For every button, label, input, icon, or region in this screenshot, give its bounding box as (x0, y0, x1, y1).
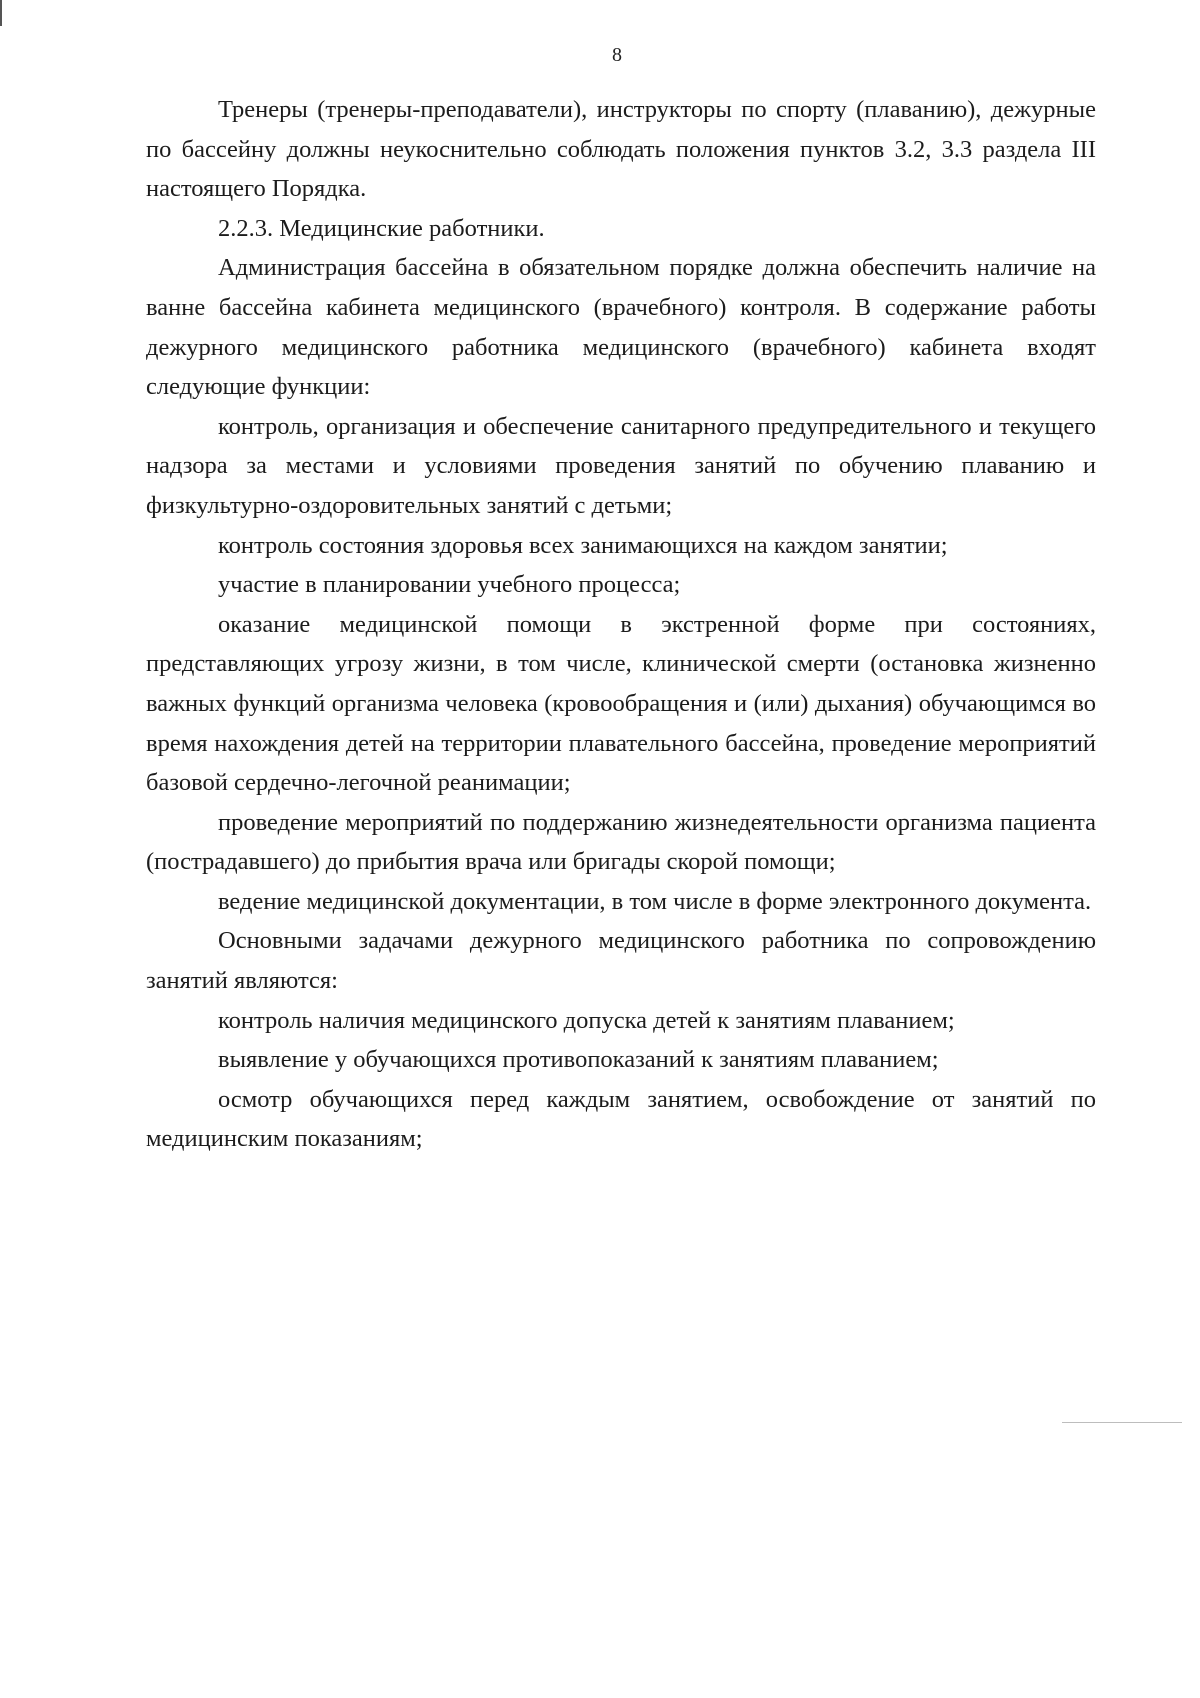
list-item-contraindications: выявление у обучающихся противопоказаний к занятиям плаванием; (218, 1046, 939, 1074)
list-item-life-support: проведение мероприятий по поддержанию жизнедеятельности организма пациента (пострадавшего) до прибытия врача или бригады скорой помощи; (146, 808, 1096, 876)
paragraph-administration-duty: Администрация бассейна в обязательном порядке должна обеспечить наличие на ванне бассейна кабинета медицинского (врачебного) контроля. В содержание работы дежурного медицинского работника медицинского (врачебного) кабинета входят следующие функции: (146, 254, 1096, 401)
page-number: 8 (612, 44, 622, 66)
list-item-emergency-care: оказание медицинской помощи в экстренной форме при состояниях, представляющих угрозу жизни, в том числе, клинической смерти (остановка жизненно важных функций организма человека (кровообращения и (или) дыхания) обучающимся во время нахождения детей на территории плавательного бассейна, проведение мероприятий базовой сердечно-легочной реанимации; (146, 610, 1096, 797)
list-item-admission-control: контроль наличия медицинского допуска детей к занятиям плаванием; (218, 1006, 955, 1034)
scan-artifact-line (1062, 1422, 1182, 1423)
section-heading-medical-workers: 2.2.3. Медицинские работники. (218, 214, 545, 242)
paragraph-main-tasks: Основными задачами дежурного медицинского работника по сопровождению занятий являются: (146, 927, 1096, 995)
list-item-health-monitoring: контроль состояния здоровья всех занимающихся на каждом занятии; (218, 531, 948, 559)
list-item-medical-records: ведение медицинской документации, в том числе в форме электронного документа. (218, 887, 1092, 915)
document-body (146, 90, 1096, 1159)
scan-edge-mark (0, 0, 2, 26)
paragraph-trainers-obligations: Тренеры (тренеры-преподаватели), инструкторы по спорту (плаванию), дежурные по бассейну должны неукоснительно соблюдать положения пунктов 3.2, 3.3 раздела III настоящего Порядка. (146, 96, 1096, 203)
list-item-planning-participation: участие в планировании учебного процесса; (218, 571, 681, 599)
list-item-pre-session-exam: осмотр обучающихся перед каждым занятием, освобождение от занятий по медицинским показаниям; (146, 1085, 1096, 1153)
list-item-sanitary-control: контроль, организация и обеспечение санитарного предупредительного и текущего надзора за местами и условиями проведения занятий по обучению плаванию и физкультурно-оздоровительных занятий с детьми; (146, 412, 1096, 519)
